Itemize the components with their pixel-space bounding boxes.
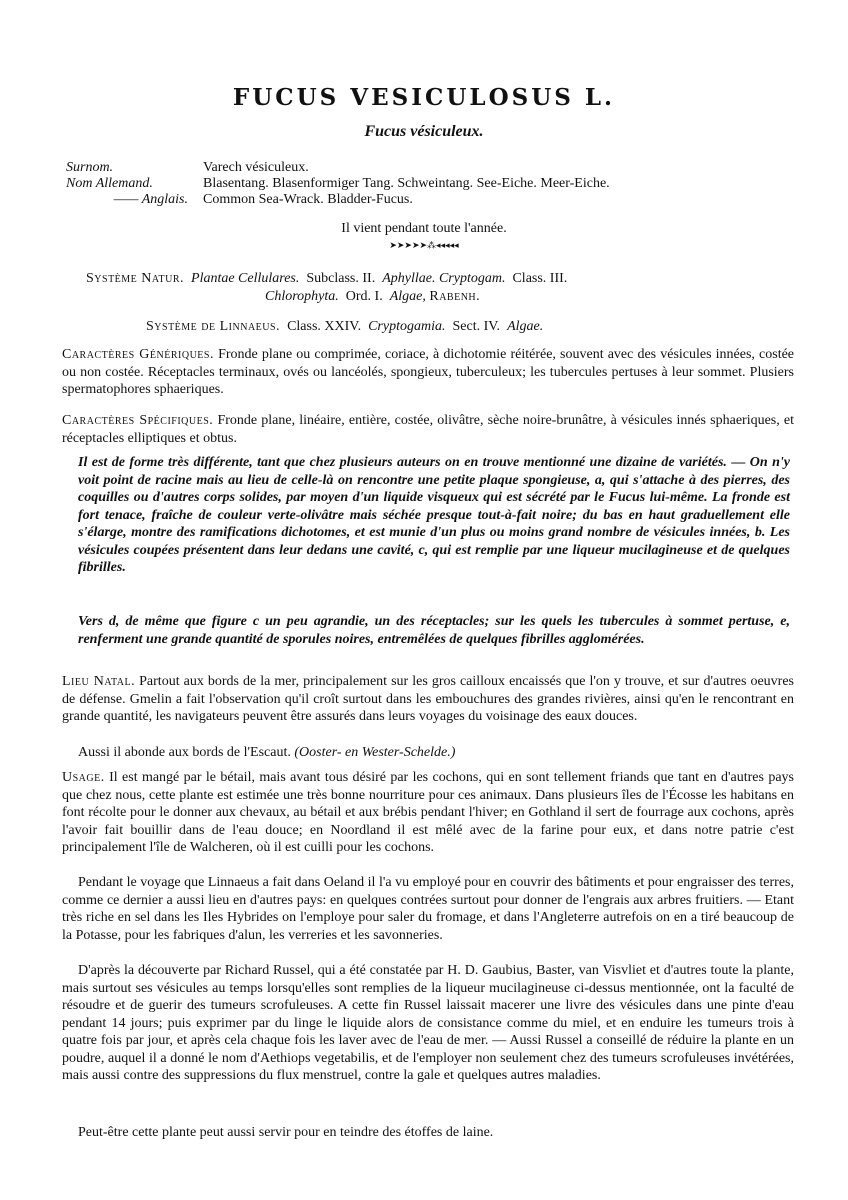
taxon: Algae. bbox=[507, 319, 544, 334]
ornament-divider: ➤➤➤➤➤⁂◂◂◂◂◂ bbox=[389, 241, 459, 251]
section-label: Caractères Spécifiques. bbox=[62, 413, 214, 428]
name-row bbox=[66, 160, 806, 176]
name-value: Blasentang. Blasenformiger Tang. Schweintang. See-Eiche. Meer-Eiche. bbox=[203, 176, 610, 191]
name-row bbox=[66, 176, 806, 192]
taxon: Chlorophyta. bbox=[265, 289, 339, 304]
vernacular-names bbox=[66, 160, 806, 208]
name-value: Varech vésiculeux. bbox=[203, 160, 309, 175]
taxon: Class. XXIV. bbox=[287, 319, 362, 334]
taxon: Class. III. bbox=[512, 271, 568, 286]
taxon: Cryptogamia. bbox=[368, 319, 446, 334]
season-note: Il vient pendant toute l'année. bbox=[341, 221, 507, 236]
section-text: Fronde plane, linéaire, entière, costée, olivâtre, sèche noire-brunâtre, à vésicules innés sphaeriques, et réceptacles elliptiques et obtus. bbox=[62, 413, 794, 446]
section-label: Système Natur. bbox=[86, 271, 185, 286]
systema-linnaeus bbox=[146, 318, 848, 336]
usage-paragraph: D'après la découverte par Richard Russel, qui a été constatée par H. D. Gaubius, Baster, van Visvliet et d'autres toute la plante, mais surtout ses vésicules au temps lorsqu'elles sont remplies de la liqueur mucilagineuse ci-dessus mentionnée, ont la faculté de résoudre et de guerir des tumeurs scrofuleuses. A cette fin Russel laissait macerer une livre des vésicules dans une pinte d'eau pendant 14 jours; puis exprimer par du linge le liquide alors de consistance comme du miel, et en enduire les tumeurs trois à quatre fois par jour, et après cela chaque fois les laver avec de l'eau de mer. — Aussi Russel a conseillé de réduire la plante en un poudre, auquel il a donné le nom d'Aethiops vegetabilis, et de l'employer non seulement chez des tumeurs scrofuleuses invétérées, mais aussi contre des suppressions du flux menstruel, contre la gale et quelques autres maladies. bbox=[62, 963, 794, 1083]
section-text: Fronde plane ou comprimée, coriace, à dichotomie réitérée, souvent avec des vésicules innées, costée ou non costée. Réceptacles terminaux, ovés ou lancéolés, spongieux, tuberculeux; les tubercules pertuses à leur sommet. Plusiers spermatophores sphaeriques. bbox=[62, 347, 795, 397]
description-paragraph: Il est de forme très différente, tant que chez plusieurs auteurs on en trouve mentionné une dizaine de variétés. — On n'y voit point de racine mais au lieu de celle-là on rencontre une petite plaque spongieuse, a, qui s'attache à des pierres, des coquilles ou d'autres corps solides, par moyen d'un liquide visqueux qui est sécrété par le Fucus lui-même. La fronde est fort tenace, fraîche de couleur verte-olivâtre mais séchée presque tout-à-fait noire; du bas en haut graduellement elle s'élarge, montre des ramifications dichotomes, et est munie d'un plus ou moins grand nombre de vésicules innées, b. Les vésicules coupées présentent dans leur dedans une cavité, c, qui est remplie par une liqueur mucilagineuse et de quelques fibrilles. bbox=[78, 455, 790, 575]
generic-characters bbox=[62, 346, 794, 399]
taxon: Sect. IV. bbox=[452, 319, 501, 334]
specific-characters bbox=[62, 412, 794, 447]
section-label: Lieu Natal. bbox=[62, 674, 136, 689]
usage-paragraph: Peut-être cette plante peut aussi servir pour en teindre des étoffes de laine. bbox=[78, 1125, 494, 1140]
name-label: Nom Allemand. bbox=[66, 176, 153, 191]
section-text: Il est mangé par le bétail, mais avant tous désiré par les cochons, qui en sont tellement friands que tant en d'autres pays que chez nous, cette plante est estimée une très bonne nourriture pour ces animaux. Dans plusieurs îles de l'Écosse les habitans en font récolte pour le donner aux chevaux, au bétail et aux brébis pendant l'hiver; en Gothland il sert de fourrage aux cochons, après l'avoir fait bouillir dans de l'eau douce; en Noordland il est mêlé avec de la farine pour eux, et dans notre patrie c'est principalement l'île de Walcheren, où il est cuilli pour les cochons. bbox=[62, 770, 795, 855]
taxon: Aphyllae. Cryptogam. bbox=[382, 271, 506, 286]
section-label: Usage. bbox=[62, 770, 105, 785]
name-label: —— Anglais. bbox=[113, 192, 188, 207]
habitat-note bbox=[62, 744, 794, 762]
usage-paragraph bbox=[62, 769, 794, 857]
usage-paragraph: Pendant le voyage que Linnaeus a fait dans Oeland il l'a vu employé pour en couvrir des bâtiments et pour engraisser des terres, comme ce dernier a aussi lieu en d'autres pays: en quelques contrées surtout pour donner de l'engrais aux arbres fruitiers. — Etant très riche en sel dans les Iles Hybrides on l'employe pour saler du fromage, et dans l'Angleterre autrefois on en a tiré beaucoup de la Potasse, pour les fabriques d'alun, les verreries et les savonneries. bbox=[62, 875, 794, 943]
page-subtitle: Fucus vésiculeux. bbox=[364, 123, 484, 140]
page-title: FUCUS VESICULOSUS L. bbox=[232, 84, 616, 111]
description-paragraph: Vers d, de même que figure c un peu agrandie, un des réceptacles; sur les quels les tubercules à sommet pertuse, e, renferment une grande quantité de sporules noires, entremêlées de quelques fibrilles agglomérées. bbox=[78, 614, 790, 647]
taxon: Plantae Cellulares. bbox=[191, 271, 300, 286]
section-label: Caractères Génériques. bbox=[62, 347, 214, 362]
name-label: Surnom. bbox=[66, 160, 114, 175]
taxon: Algae, bbox=[389, 289, 426, 304]
name-value: Common Sea-Wrack. Bladder-Fucus. bbox=[203, 192, 413, 207]
section-text: (Ooster- en Wester-Schelde.) bbox=[294, 745, 456, 760]
section-text: Partout aux bords de la mer, principalement sur les gros cailloux encaissés que l'on y trouve, et sur d'autres oeuvres de défense. Gmelin a fait l'observation qu'il croît surtout dans les embouchures des grandes rivières, ainsi qu'en le rencontrant en grande quantité, les navigateurs peuvent être assurés dans leurs voyages du voisinage des eaux douces. bbox=[62, 674, 794, 724]
systema-naturae bbox=[86, 270, 806, 306]
taxon: Ord. I. bbox=[345, 289, 383, 304]
section-label: Système de Linnaeus. bbox=[146, 319, 281, 334]
taxon: Subclass. II. bbox=[306, 271, 376, 286]
section-text: Aussi il abonde aux bords de l'Escaut. bbox=[78, 745, 291, 760]
taxon: Rabenh. bbox=[429, 289, 481, 304]
habitat-paragraph bbox=[62, 673, 794, 726]
name-row bbox=[66, 192, 806, 208]
